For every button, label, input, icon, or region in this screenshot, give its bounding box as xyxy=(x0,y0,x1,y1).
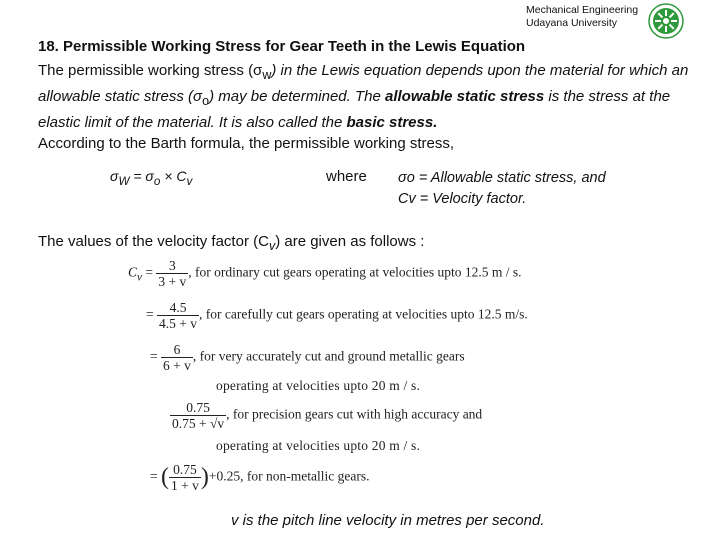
fraction-4 xyxy=(170,400,226,431)
fraction-3 xyxy=(161,342,193,373)
denominator-3: 6 + v xyxy=(163,358,191,373)
section-title: 18. Permissible Working Stress for Gear Teeth in the Lewis Equation xyxy=(38,38,526,55)
university-logo-icon xyxy=(648,3,684,39)
denominator-2: 4.5 + v xyxy=(159,316,197,331)
definition-sigma-o: σo = Allowable static stress, and xyxy=(398,170,606,186)
fraction-2 xyxy=(157,300,199,331)
cv-sub: v xyxy=(137,271,143,284)
denominator-1: 3 + v xyxy=(158,274,187,289)
formula-sub-w: W xyxy=(118,174,130,188)
para-text-3: ) may be determined. The xyxy=(209,88,385,105)
para-text-5: According to the Barth formula, the permissible working stress, xyxy=(38,135,455,152)
description-3b: operating at velocities upto 20 m / s. xyxy=(216,378,421,393)
formula-sub-v: v xyxy=(186,174,193,188)
fraction-1 xyxy=(156,258,188,289)
fraction-5 xyxy=(169,462,201,493)
formula-cv: × C xyxy=(160,168,187,184)
para-text-1: The permissible working stress (σ xyxy=(38,62,263,79)
header-department: Mechanical Engineering xyxy=(526,4,639,16)
description-4b: operating at velocities upto 20 m / s. xyxy=(216,438,421,453)
velocity-intro-tail: ) are given as follows : xyxy=(275,233,425,250)
numerator-4: 0.75 xyxy=(170,400,226,416)
numerator-5: 0.75 xyxy=(169,462,201,478)
pitch-line-velocity-note: v is the pitch line velocity in metres per second. xyxy=(231,512,545,529)
numerator-1: 3 xyxy=(156,258,188,274)
equation-ordinary xyxy=(128,258,522,289)
description-5: for non-metallic gears. xyxy=(246,468,370,484)
equation-carefully-cut xyxy=(146,300,528,331)
velocity-intro xyxy=(38,233,424,253)
formula-sigma-w: σ xyxy=(110,168,119,184)
definition-cv: Cv = Velocity factor. xyxy=(398,191,527,207)
numerator-2: 4.5 xyxy=(157,300,199,316)
velocity-intro-sub: v xyxy=(268,239,276,253)
description-3a: , for very accurately cut and ground metallic gears xyxy=(192,348,465,364)
close-paren: ) xyxy=(200,464,209,490)
velocity-factor-equations xyxy=(128,258,568,498)
equation-precision xyxy=(170,400,482,431)
constant-term: +0.25, xyxy=(208,468,244,484)
para-text-4: is the stress at the elastic limit of the material. It is also called the xyxy=(38,88,671,131)
equals-sign: = xyxy=(146,306,154,322)
equation-non-metallic xyxy=(150,462,369,493)
equals-sign: = xyxy=(150,468,158,484)
formula-sub-o: o xyxy=(153,174,161,188)
header-institution xyxy=(526,4,638,30)
para-sub-w: w xyxy=(262,68,272,82)
open-paren: ( xyxy=(161,464,169,490)
description-2: , for carefully cut gears operating at velocities upto 12.5 m/s. xyxy=(199,306,528,322)
description-4a: , for precision gears cut with high accuracy and xyxy=(226,406,483,422)
formula-sigma-o: = σ xyxy=(129,168,154,184)
para-bold-basic: basic stress. xyxy=(346,114,438,131)
velocity-intro-text: The values of the velocity factor (C xyxy=(38,233,269,250)
definitions xyxy=(398,168,606,210)
equation-accurately-cut xyxy=(150,342,465,373)
para-bold-allowable: allowable static stress xyxy=(384,88,545,105)
header-university: Udayana University xyxy=(526,17,618,29)
barth-formula xyxy=(110,168,192,188)
equals-sign: = xyxy=(150,348,158,364)
where-label: where xyxy=(326,168,367,185)
denominator-4: 0.75 + √v xyxy=(172,416,225,431)
description-1: , for ordinary cut gears operating at velocities upto 12.5 m / s. xyxy=(188,264,522,280)
denominator-5: 1 + v xyxy=(171,478,199,493)
para-sub-o: o xyxy=(202,94,210,108)
numerator-3: 6 xyxy=(161,342,193,358)
cv-symbol: C xyxy=(128,264,138,280)
intro-paragraph xyxy=(38,60,708,154)
para-text-2: ) in the Lewis equation depends upon the material for which an allowable static stress (σ xyxy=(38,62,689,105)
equals-sign: = xyxy=(145,264,154,280)
